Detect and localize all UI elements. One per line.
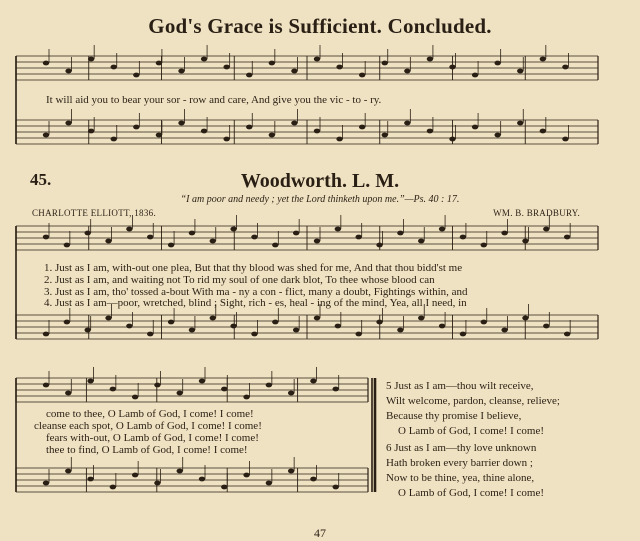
note-head (246, 73, 252, 78)
note-head (84, 231, 90, 236)
note-head (221, 387, 227, 392)
note-head (562, 137, 568, 142)
note-head (64, 320, 70, 325)
verse-line: thee to find, O Lamb of God, I come! I come! (46, 444, 248, 456)
note-head (418, 316, 424, 321)
note-head (189, 231, 195, 236)
note-head (223, 137, 229, 142)
note-head (418, 239, 424, 244)
note-head (251, 235, 257, 240)
verse-line: cleanse each spot, O Lamb of God, I come! I come! (34, 420, 262, 432)
note-head (65, 121, 71, 126)
note-head (251, 332, 257, 337)
note-head (382, 61, 388, 66)
note-head (178, 121, 184, 126)
note-head (314, 239, 320, 244)
note-head (133, 125, 139, 130)
page-number: 47 (314, 526, 326, 540)
note-head (266, 383, 272, 388)
note-head (132, 395, 138, 400)
note-head (481, 320, 487, 325)
note-head (540, 57, 546, 62)
note-head (246, 125, 252, 130)
hymn-number: 45. (30, 170, 52, 189)
note-head (168, 243, 174, 248)
extra-verse-5 (386, 379, 560, 439)
note-head (43, 133, 49, 138)
note-head (132, 473, 138, 478)
note-head (543, 324, 549, 329)
note-head (397, 231, 403, 236)
note-head (494, 61, 500, 66)
note-head (293, 328, 299, 333)
note-head (449, 137, 455, 142)
note-head (335, 227, 341, 232)
note-head (494, 133, 500, 138)
note-head (88, 129, 94, 134)
note-head (243, 473, 249, 478)
note-head (355, 235, 361, 240)
note-head (147, 235, 153, 240)
note-head (43, 383, 49, 388)
note-head (126, 324, 132, 329)
note-head (65, 69, 71, 74)
note-head (105, 239, 111, 244)
previous-hymn-title: God's Grace is Sufficient. Concluded. (148, 14, 492, 38)
note-head (210, 316, 216, 321)
verse-line: Now to be thine, yea, thine alone, (386, 472, 535, 484)
composer-credit: WM. B. BRADBURY. (493, 208, 580, 218)
note-head (404, 69, 410, 74)
verse-line: 5 Just as I am—thou wilt receive, (386, 380, 534, 392)
verse-line: 1. Just as I am, with-out one plea, But that thy blood was shed for me, And that thou bidd'st me (44, 262, 463, 274)
note-head (522, 239, 528, 244)
note-head (472, 73, 478, 78)
note-head (87, 477, 93, 482)
verse-line: 6 Just as I am—thy love unknown (386, 442, 537, 454)
note-head (64, 243, 70, 248)
note-head (460, 235, 466, 240)
note-head (359, 125, 365, 130)
note-head (427, 129, 433, 134)
note-head (336, 65, 342, 70)
note-head (293, 231, 299, 236)
scripture-reference: “I am poor and needy ; yet the Lord thinketh upon me.”—Ps. 40 : 17. (180, 194, 460, 205)
note-head (472, 125, 478, 130)
note-head (230, 227, 236, 232)
note-head (439, 227, 445, 232)
note-head (397, 328, 403, 333)
note-head (501, 328, 507, 333)
verse-line: 3. Just as I am, tho' tossed a-bout With ma - ny a con - flict, many a doubt, Fightings within, and (44, 286, 468, 298)
note-head (177, 391, 183, 396)
verse-line: Hath broken every barrier down ; (386, 457, 533, 469)
note-head (84, 328, 90, 333)
previous-hymn-lyric: It will aid you to bear your sor - row and care, And give you the vic - to - ry. (46, 94, 382, 106)
note-head (230, 324, 236, 329)
note-head (272, 320, 278, 325)
note-head (288, 469, 294, 474)
verse-line: fears with-out, O Lamb of God, I come! I come! (46, 432, 259, 444)
note-head (221, 485, 227, 490)
note-head (177, 469, 183, 474)
note-head (564, 235, 570, 240)
note-head (110, 387, 116, 392)
note-head (199, 477, 205, 482)
note-head (333, 485, 339, 490)
note-head (376, 320, 382, 325)
note-head (154, 481, 160, 486)
note-head (543, 227, 549, 232)
note-head (336, 137, 342, 142)
note-head (314, 316, 320, 321)
note-head (481, 243, 487, 248)
note-head (201, 57, 207, 62)
note-head (43, 481, 49, 486)
note-head (43, 235, 49, 240)
verse-line: O Lamb of God, I come! I come! (398, 487, 545, 499)
note-head (335, 324, 341, 329)
note-head (133, 73, 139, 78)
note-head (43, 332, 49, 337)
note-head (201, 129, 207, 134)
note-head (291, 69, 297, 74)
note-head (449, 65, 455, 70)
note-head (272, 243, 278, 248)
note-head (147, 332, 153, 337)
note-head (87, 379, 93, 384)
note-head (310, 379, 316, 384)
note-head (355, 332, 361, 337)
note-head (460, 332, 466, 337)
verse-line: come to thee, O Lamb of God, I come! I come! (46, 408, 254, 420)
verse-line: 4. Just as I am—poor, wretched, blind ; Sight, rich - es, heal - ing of the mind, Yea, all I need, in (44, 297, 467, 309)
note-head (111, 65, 117, 70)
verse-line: O Lamb of God, I come! I come! (398, 425, 545, 437)
note-head (178, 69, 184, 74)
note-head (562, 65, 568, 70)
note-head (439, 324, 445, 329)
note-head (110, 485, 116, 490)
note-head (111, 137, 117, 142)
note-head (199, 379, 205, 384)
note-head (156, 61, 162, 66)
verse-line: 2. Just as I am, and waiting not To rid my soul of one dark blot, To thee whose blood can (44, 274, 435, 286)
note-head (376, 243, 382, 248)
note-head (105, 316, 111, 321)
note-head (126, 227, 132, 232)
note-head (310, 477, 316, 482)
verse-line: Because thy promise I believe, (386, 410, 522, 422)
note-head (517, 121, 523, 126)
note-head (266, 481, 272, 486)
verse-line: Wilt welcome, pardon, cleanse, relieve; (386, 395, 560, 407)
note-head (540, 129, 546, 134)
extra-verse-6 (386, 441, 544, 501)
note-head (269, 133, 275, 138)
note-head (314, 57, 320, 62)
lyricist-credit: CHARLOTTE ELLIOTT, 1836. (32, 208, 157, 218)
note-head (189, 328, 195, 333)
note-head (210, 239, 216, 244)
note-head (223, 65, 229, 70)
note-head (404, 121, 410, 126)
note-head (501, 231, 507, 236)
note-head (427, 57, 433, 62)
note-head (156, 133, 162, 138)
note-head (522, 316, 528, 321)
note-head (564, 332, 570, 337)
note-head (154, 383, 160, 388)
note-head (517, 69, 523, 74)
note-head (65, 391, 71, 396)
note-head (382, 133, 388, 138)
note-head (288, 391, 294, 396)
hymn-title: Woodworth. L. M. (240, 170, 400, 192)
note-head (359, 73, 365, 78)
note-head (314, 129, 320, 134)
note-head (65, 469, 71, 474)
note-head (43, 61, 49, 66)
note-head (243, 395, 249, 400)
note-head (168, 320, 174, 325)
note-head (333, 387, 339, 392)
note-head (88, 57, 94, 62)
note-head (291, 121, 297, 126)
note-head (269, 61, 275, 66)
